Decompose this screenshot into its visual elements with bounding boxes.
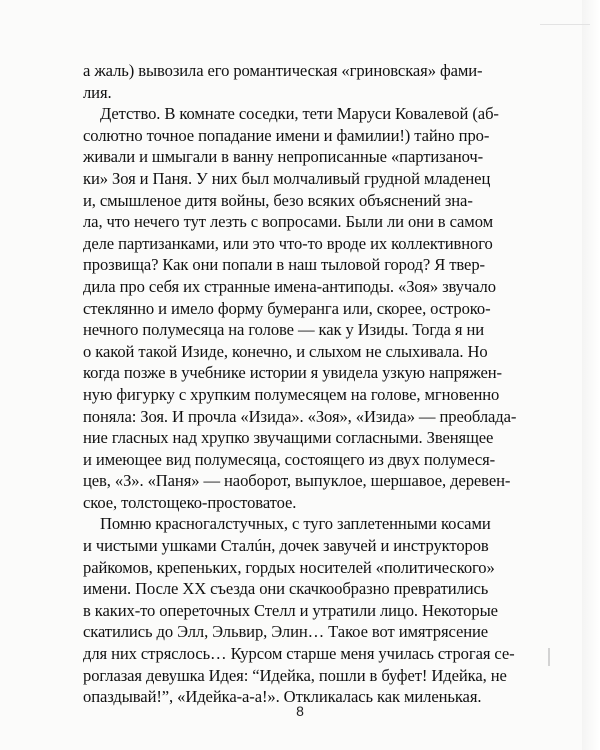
page-edge-shadow [582, 0, 600, 750]
text-line: о какой такой Изиде, конечно, и слыхом не слыхивала. Но [83, 341, 488, 361]
text-line: а жаль) вывозила его романтическая «гриновская» фами- [83, 61, 483, 80]
text-line: скатились до Элл, Эльвир, Элин… Такое вот имятрясение [83, 622, 489, 642]
text-line: живали и шмыгали в ванну непрописанные «партизаноч- [83, 147, 484, 167]
text-line: и имеющее вид полумесяца, состоящего из двух полумеся- [83, 449, 496, 469]
text-line: для них стряслось… Курсом старше меня училась строгая се- [83, 644, 515, 664]
paragraph-start-line: Помню красногалстучных, с туго заплетенными косами [100, 514, 491, 534]
text-line: ское, толстощеко-простоватое. [83, 492, 297, 512]
text-line: и чистыми ушками Сталúн, дочек завучей и инструкторов [83, 536, 489, 556]
text-line: когда позже в учебнике истории я увидела узкую напряжен- [83, 363, 502, 383]
text-line: лия. [83, 82, 112, 102]
text-line: опаздывай!”, «Идейка-а-а!». Откликалась как миленькая. [83, 687, 482, 707]
text-line: ки» Зоя и Паня. У них был молчаливый грудной младенец [83, 168, 491, 188]
text-line: и, смышленое дитя войны, безо всяких объяснений зна- [83, 190, 473, 210]
show-through-line [540, 24, 590, 25]
text-line: солютно точное попадание имени и фамилии!) тайно про- [83, 125, 490, 145]
text-line: ла, что нечего тут лезть с вопросами. Были ли они в самом [83, 212, 493, 232]
text-line: в каких-то опереточных Стелл и утратили лицо. Некоторые [83, 600, 498, 620]
text-line: стеклянно и имело форму бумеранга или, скорее, остроко- [83, 298, 491, 318]
text-line: прозвища? Как они попали в наш тыловой город? Я твер- [83, 255, 485, 275]
paragraph-start-line: Детство. В комнате соседки, тети Маруси Ковалевой (аб- [100, 104, 499, 124]
text-line: ную фигурку с хрупким полумесяцем на голове, мгновенно [83, 384, 500, 404]
text-line: нечного полумесяца на голове — как у Изиды. Тогда я ни [83, 320, 485, 340]
body-text [83, 60, 523, 708]
text-line: ние гласных над хрупко звучащими согласными. Звенящее [83, 428, 494, 448]
text-line: поняла: Зоя. И прочла «Изида». «Зоя», «Изида» — преоблада- [83, 406, 517, 426]
text-line: дила про себя их странные имена-антиподы. «Зоя» звучало [83, 276, 496, 296]
show-through-mark [548, 648, 550, 666]
text-line: райкомов, крепеньких, гордых носителей «политического» [83, 557, 495, 577]
text-line: деле партизанками, или это что-то вроде их коллективного [83, 233, 493, 253]
text-line: роглазая девушка Идея: “Идейка, пошли в буфет! Идейка, не [83, 665, 507, 685]
text-line: имени. После XX съезда они скачкообразно превратились [83, 579, 489, 599]
page-number: 8 [296, 703, 304, 719]
text-line: цев, «З». «Паня» — наоборот, выпуклое, шершавое, деревен- [83, 471, 511, 491]
